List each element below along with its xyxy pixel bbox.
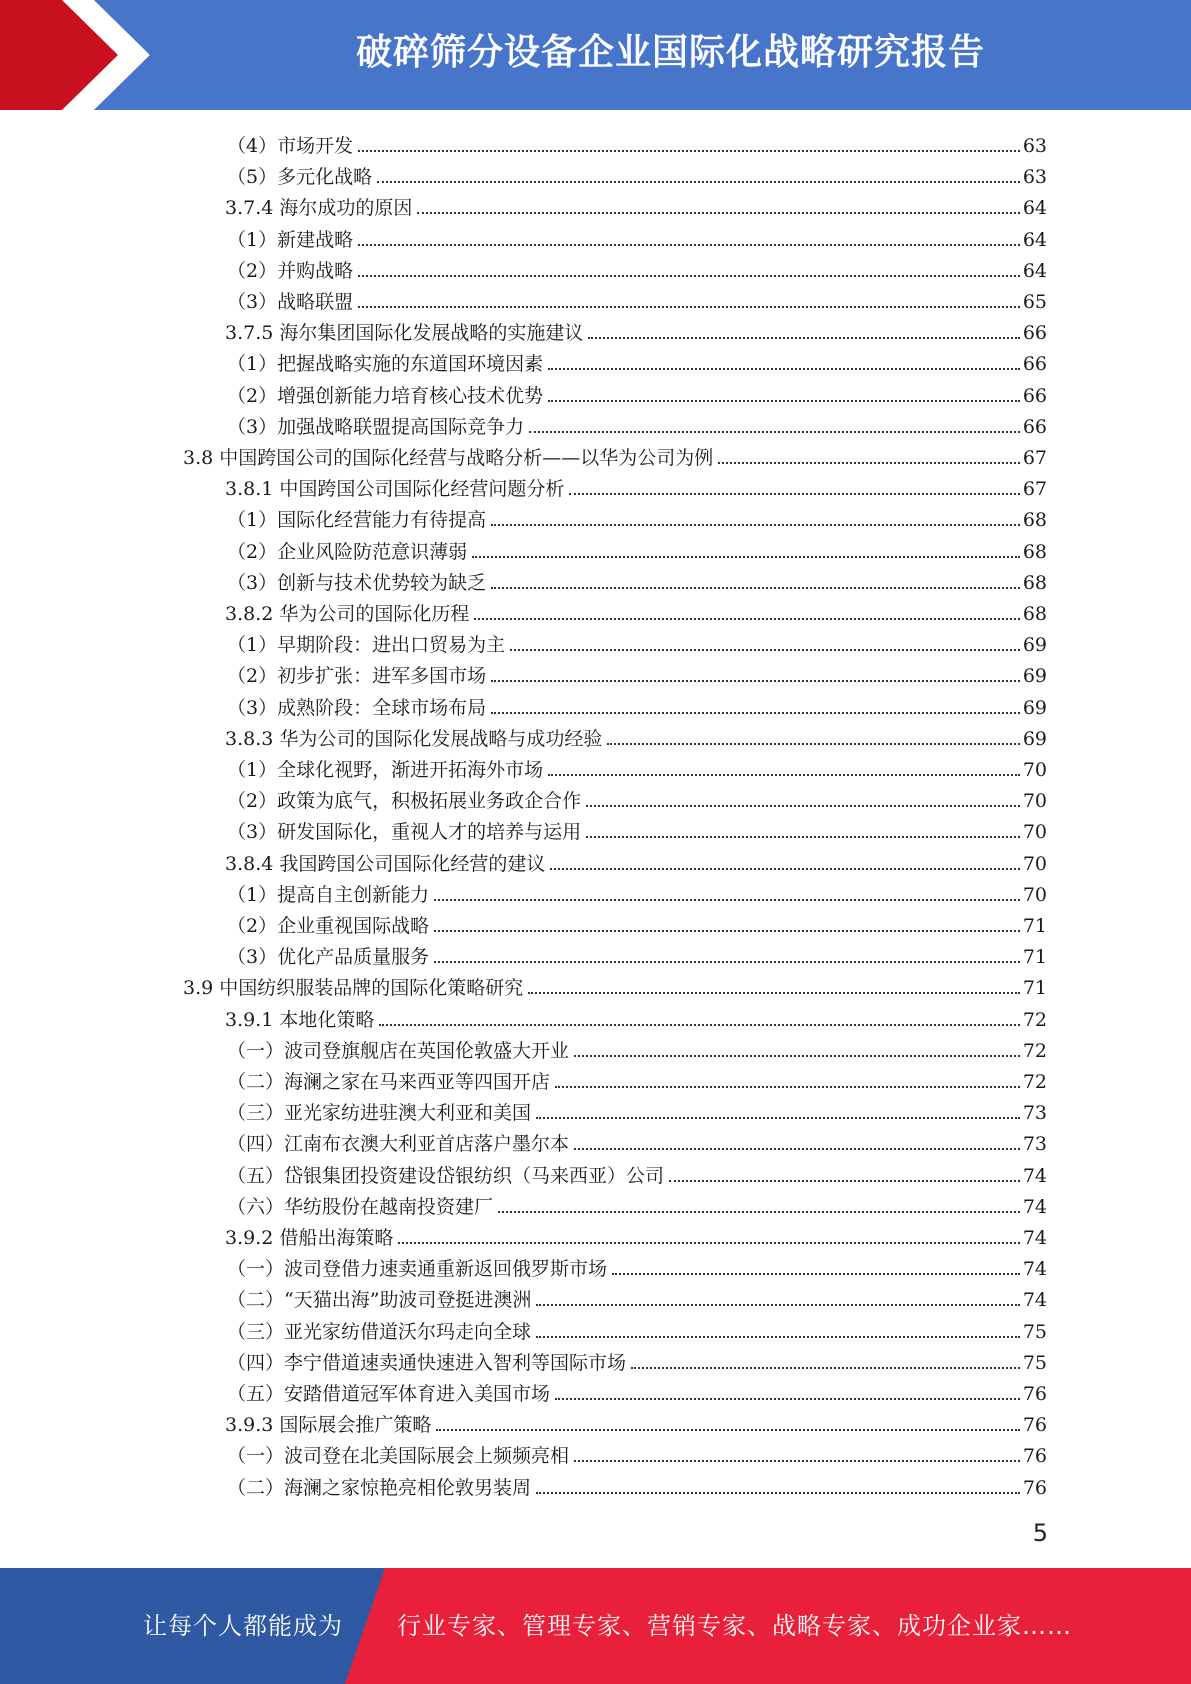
toc-dot-leader bbox=[550, 868, 1019, 870]
toc-entry-page: 67 bbox=[1022, 447, 1047, 469]
toc-dot-leader bbox=[555, 1398, 1020, 1400]
toc-entry-title: （五）岱银集团投资建设岱银纺织（马来西亚）公司 bbox=[227, 1164, 665, 1187]
toc-entry[interactable] bbox=[227, 657, 1047, 688]
toc-entry[interactable] bbox=[225, 470, 1047, 501]
toc-entry[interactable] bbox=[227, 1469, 1047, 1500]
toc-entry-page: 74 bbox=[1022, 1227, 1047, 1249]
toc-entry[interactable] bbox=[227, 1157, 1047, 1188]
toc-entry-page: 67 bbox=[1022, 478, 1047, 501]
toc-dot-leader bbox=[574, 1148, 1020, 1150]
toc-entry-page: 72 bbox=[1022, 1008, 1047, 1031]
toc-entry[interactable] bbox=[225, 845, 1047, 876]
toc-dot-leader bbox=[528, 992, 1020, 994]
toc-entry-title: 3.8.3 华为公司的国际化发展战略与成功经验 bbox=[225, 727, 603, 750]
toc-entry[interactable] bbox=[225, 314, 1047, 345]
toc-entry[interactable] bbox=[227, 158, 1047, 189]
toc-entry[interactable] bbox=[183, 439, 1047, 470]
toc-dot-leader bbox=[358, 244, 1020, 246]
toc-entry[interactable] bbox=[225, 189, 1047, 220]
toc-entry-page: 73 bbox=[1022, 1102, 1047, 1125]
toc-entry[interactable] bbox=[227, 533, 1047, 564]
toc-entry-page: 64 bbox=[1022, 228, 1047, 251]
toc-dot-leader bbox=[358, 275, 1020, 277]
toc-entry-title: （2）企业重视国际战略 bbox=[227, 915, 430, 937]
toc-entry-title: （1）把握战略实施的东道国环境因素 bbox=[227, 353, 544, 376]
toc-entry-title: 3.9.3 国际展会推广策略 bbox=[225, 1414, 432, 1437]
toc-entry-title: （六）华纺股份在越南投资建厂 bbox=[227, 1195, 494, 1218]
toc-entry[interactable] bbox=[227, 1094, 1047, 1125]
toc-entry-page: 69 bbox=[1022, 665, 1047, 688]
toc-entry[interactable] bbox=[183, 969, 1047, 1000]
toc-entry-title: （2）初步扩张：进军多国市场 bbox=[227, 665, 487, 688]
toc-dot-leader bbox=[569, 493, 1019, 495]
toc-entry-page: 68 bbox=[1022, 509, 1047, 532]
toc-dot-leader bbox=[398, 1242, 1019, 1244]
page-number: 5 bbox=[1032, 1519, 1048, 1547]
toc-entry[interactable] bbox=[227, 408, 1047, 439]
toc-dot-leader bbox=[612, 1273, 1020, 1275]
toc-entry-page: 68 bbox=[1022, 603, 1047, 625]
toc-entry-title: （2）政策为底气，积极拓展业务政企合作 bbox=[227, 790, 582, 813]
toc-entry-page: 69 bbox=[1022, 696, 1047, 719]
toc-entry-title: 3.7.4 海尔成功的原因 bbox=[225, 197, 413, 220]
document-title: 破碎筛分设备企业国际化战略研究报告 bbox=[355, 32, 985, 73]
toc-entry[interactable] bbox=[225, 1001, 1047, 1032]
toc-entry-page: 71 bbox=[1022, 915, 1047, 937]
toc-dot-leader bbox=[436, 1429, 1019, 1431]
toc-entry[interactable] bbox=[225, 1406, 1047, 1437]
toc-dot-leader bbox=[498, 1211, 1020, 1213]
toc-entry-title: （四）江南布衣澳大利亚首店落户墨尔本 bbox=[227, 1133, 570, 1156]
toc-entry-title: （2）并购战略 bbox=[227, 259, 354, 282]
toc-dot-leader bbox=[548, 368, 1020, 370]
toc-entry[interactable] bbox=[227, 501, 1047, 532]
toc-entry[interactable] bbox=[227, 689, 1047, 720]
toc-dot-leader bbox=[434, 930, 1020, 932]
toc-entry-title: （1）早期阶段：进出口贸易为主 bbox=[227, 634, 506, 657]
toc-dot-leader bbox=[586, 836, 1020, 838]
toc-dot-leader bbox=[536, 1336, 1020, 1338]
toc-dot-leader bbox=[491, 587, 1020, 589]
page-header bbox=[0, 0, 1191, 110]
toc-entry-page: 69 bbox=[1022, 634, 1047, 657]
toc-entry-page: 64 bbox=[1022, 197, 1047, 220]
toc-entry-title: （4）市场开发 bbox=[227, 135, 354, 157]
toc-entry-page: 74 bbox=[1022, 1289, 1047, 1312]
toc-entry[interactable] bbox=[227, 782, 1047, 813]
toc-entry[interactable] bbox=[227, 1125, 1047, 1156]
toc-dot-leader bbox=[548, 400, 1020, 402]
toc-entry-page: 65 bbox=[1022, 291, 1047, 313]
toc-entry-title: （五）安踏借道冠军体育进入美国市场 bbox=[227, 1383, 551, 1405]
toc-entry-page: 63 bbox=[1022, 166, 1047, 189]
toc-entry-page: 76 bbox=[1022, 1476, 1047, 1499]
toc-entry-page: 74 bbox=[1022, 1164, 1047, 1187]
toc-entry[interactable] bbox=[227, 751, 1047, 782]
toc-entry-page: 74 bbox=[1022, 1195, 1047, 1218]
toc-entry[interactable] bbox=[225, 720, 1047, 751]
toc-entry-page: 66 bbox=[1022, 322, 1047, 345]
toc-entry-page: 76 bbox=[1022, 1383, 1047, 1405]
toc-entry-title: （一）波司登旗舰店在英国伦敦盛大开业 bbox=[227, 1039, 570, 1062]
toc-entry[interactable] bbox=[227, 564, 1047, 595]
toc-entry-page: 70 bbox=[1022, 821, 1047, 844]
toc-entry-page: 66 bbox=[1022, 353, 1047, 376]
toc-entry-title: （1）全球化视野，渐进开拓海外市场 bbox=[227, 759, 544, 781]
toc-entry-title: （2）企业风险防范意识薄弱 bbox=[227, 540, 468, 563]
toc-entry-title: （1）提高自主创新能力 bbox=[227, 883, 430, 906]
toc-entry-title: （三）亚光家纺进驻澳大利亚和美国 bbox=[227, 1102, 532, 1125]
toc-entry-title: （一）波司登借力速卖通重新返回俄罗斯市场 bbox=[227, 1258, 608, 1281]
toc-entry-page: 72 bbox=[1022, 1071, 1047, 1093]
toc-entry-title: （三）亚光家纺借道沃尔玛走向全球 bbox=[227, 1320, 532, 1343]
toc-entry-title: （3）优化产品质量服务 bbox=[227, 946, 430, 969]
toc-entry-page: 74 bbox=[1022, 1258, 1047, 1281]
toc-entry-title: 3.9.1 本地化策略 bbox=[225, 1008, 375, 1031]
toc-dot-leader bbox=[434, 961, 1020, 963]
toc-dot-leader bbox=[379, 1024, 1019, 1026]
toc-entry-page: 63 bbox=[1022, 135, 1047, 157]
toc-entry-title: （二）“天猫出海”助波司登挺进澳洲 bbox=[227, 1289, 532, 1312]
toc-entry[interactable] bbox=[227, 221, 1047, 252]
toc-dot-leader bbox=[417, 212, 1019, 214]
toc-entry[interactable] bbox=[227, 345, 1047, 376]
toc-entry-title: （5）多元化战略 bbox=[227, 166, 373, 189]
toc-entry[interactable] bbox=[227, 127, 1047, 158]
toc-dot-leader bbox=[574, 1460, 1020, 1462]
toc-dot-leader bbox=[472, 556, 1020, 558]
toc-entry-page: 70 bbox=[1022, 883, 1047, 906]
toc-dot-leader bbox=[510, 649, 1020, 651]
toc-entry[interactable] bbox=[227, 377, 1047, 408]
toc-entry-page: 70 bbox=[1022, 759, 1047, 781]
toc-entry[interactable] bbox=[227, 1063, 1047, 1094]
toc-entry-title: 3.8.2 华为公司的国际化历程 bbox=[225, 603, 470, 625]
footer-slogan-right: 行业专家、管理专家、营销专家、战略专家、成功企业家…… bbox=[397, 1612, 1072, 1640]
toc-entry-page: 76 bbox=[1022, 1414, 1047, 1437]
page-footer bbox=[0, 1568, 1191, 1684]
toc-entry-title: （3）加强战略联盟提高国际竞争力 bbox=[227, 415, 525, 438]
toc-entry-page: 70 bbox=[1022, 790, 1047, 813]
toc-dot-leader bbox=[358, 306, 1020, 308]
toc-entry[interactable] bbox=[227, 938, 1047, 969]
toc-entry-title: （1）国际化经营能力有待提高 bbox=[227, 509, 487, 532]
toc-entry[interactable] bbox=[227, 1188, 1047, 1219]
toc-dot-leader bbox=[588, 337, 1019, 339]
toc-dot-leader bbox=[631, 1367, 1020, 1369]
toc-dot-leader bbox=[669, 1180, 1020, 1182]
toc-dot-leader bbox=[536, 1304, 1019, 1306]
toc-entry-title: （四）李宁借道速卖通快速进入智利等国际市场 bbox=[227, 1351, 627, 1374]
toc-dot-leader bbox=[474, 618, 1019, 620]
toc-entry[interactable] bbox=[227, 283, 1047, 314]
toc-dot-leader bbox=[377, 181, 1020, 183]
toc-entry-title: （3）成熟阶段：全球市场布局 bbox=[227, 696, 487, 719]
toc-entry-page: 68 bbox=[1022, 540, 1047, 563]
toc-dot-leader bbox=[491, 680, 1020, 682]
toc-entry-title: 3.7.5 海尔集团国际化发展战略的实施建议 bbox=[225, 322, 584, 345]
footer-slogan-left: 让每个人都能成为 bbox=[143, 1612, 343, 1640]
toc-entry-page: 64 bbox=[1022, 259, 1047, 282]
toc-entry[interactable] bbox=[227, 1250, 1047, 1281]
toc-entry[interactable] bbox=[227, 1344, 1047, 1375]
toc-entry-page: 75 bbox=[1022, 1351, 1047, 1374]
toc-entry-page: 76 bbox=[1022, 1445, 1047, 1468]
toc-entry[interactable] bbox=[227, 1032, 1047, 1063]
toc-entry[interactable] bbox=[227, 1375, 1047, 1406]
toc-entry-title: 3.9 中国纺织服装品牌的国际化策略研究 bbox=[183, 977, 524, 1000]
toc-dot-leader bbox=[536, 1492, 1020, 1494]
toc-entry-title: 3.9.2 借船出海策略 bbox=[225, 1227, 394, 1249]
toc-entry-title: （二）海澜之家惊艳亮相伦敦男装周 bbox=[227, 1476, 532, 1499]
toc-entry[interactable] bbox=[227, 252, 1047, 283]
toc-entry-title: （3）战略联盟 bbox=[227, 291, 354, 313]
toc-entry[interactable] bbox=[227, 1437, 1047, 1468]
toc-entry-title: （二）海澜之家在马来西亚等四国开店 bbox=[227, 1071, 551, 1093]
toc-entry[interactable] bbox=[227, 1281, 1047, 1312]
toc-entry-page: 71 bbox=[1022, 977, 1047, 1000]
toc-entry[interactable] bbox=[227, 907, 1047, 938]
toc-dot-leader bbox=[529, 431, 1020, 433]
toc-entry[interactable] bbox=[227, 876, 1047, 907]
toc-dot-leader bbox=[491, 524, 1020, 526]
toc-dot-leader bbox=[607, 743, 1019, 745]
toc-dot-leader bbox=[358, 150, 1020, 152]
toc-entry[interactable] bbox=[225, 595, 1047, 626]
toc-entry-title: （2）增强创新能力培育核心技术优势 bbox=[227, 384, 544, 407]
toc-dot-leader bbox=[434, 899, 1020, 901]
toc-entry-page: 73 bbox=[1022, 1133, 1047, 1156]
toc-entry-title: （3）研发国际化，重视人才的培养与运用 bbox=[227, 821, 582, 844]
toc-dot-leader bbox=[491, 712, 1020, 714]
toc-entry-page: 66 bbox=[1022, 415, 1047, 438]
toc-dot-leader bbox=[574, 1055, 1020, 1057]
toc-entry-page: 69 bbox=[1022, 727, 1047, 750]
toc-dot-leader bbox=[718, 462, 1020, 464]
toc-dot-leader bbox=[555, 1086, 1020, 1088]
toc-dot-leader bbox=[548, 774, 1020, 776]
toc-entry[interactable] bbox=[225, 1219, 1047, 1250]
toc-entry-page: 71 bbox=[1022, 946, 1047, 969]
toc-entry-title: （一）波司登在北美国际展会上频频亮相 bbox=[227, 1445, 570, 1468]
toc-entry[interactable] bbox=[227, 1313, 1047, 1344]
toc-entry-title: 3.8 中国跨国公司的国际化经营与战略分析——以华为公司为例 bbox=[183, 447, 714, 469]
toc-entry-page: 72 bbox=[1022, 1039, 1047, 1062]
toc-entry-title: 3.8.4 我国跨国公司国际化经营的建议 bbox=[225, 852, 546, 875]
toc-dot-leader bbox=[536, 1117, 1020, 1119]
toc-entry[interactable] bbox=[227, 813, 1047, 844]
toc-entry-page: 66 bbox=[1022, 384, 1047, 407]
toc-entry-page: 70 bbox=[1022, 852, 1047, 875]
toc-entry-title: （3）创新与技术优势较为缺乏 bbox=[227, 571, 487, 594]
toc-entry-title: （1）新建战略 bbox=[227, 228, 354, 251]
toc-entry-page: 75 bbox=[1022, 1320, 1047, 1343]
toc-entry[interactable] bbox=[227, 626, 1047, 657]
toc-entry-page: 68 bbox=[1022, 571, 1047, 594]
toc-entry-title: 3.8.1 中国跨国公司国际化经营问题分析 bbox=[225, 478, 565, 501]
toc-dot-leader bbox=[586, 805, 1020, 807]
